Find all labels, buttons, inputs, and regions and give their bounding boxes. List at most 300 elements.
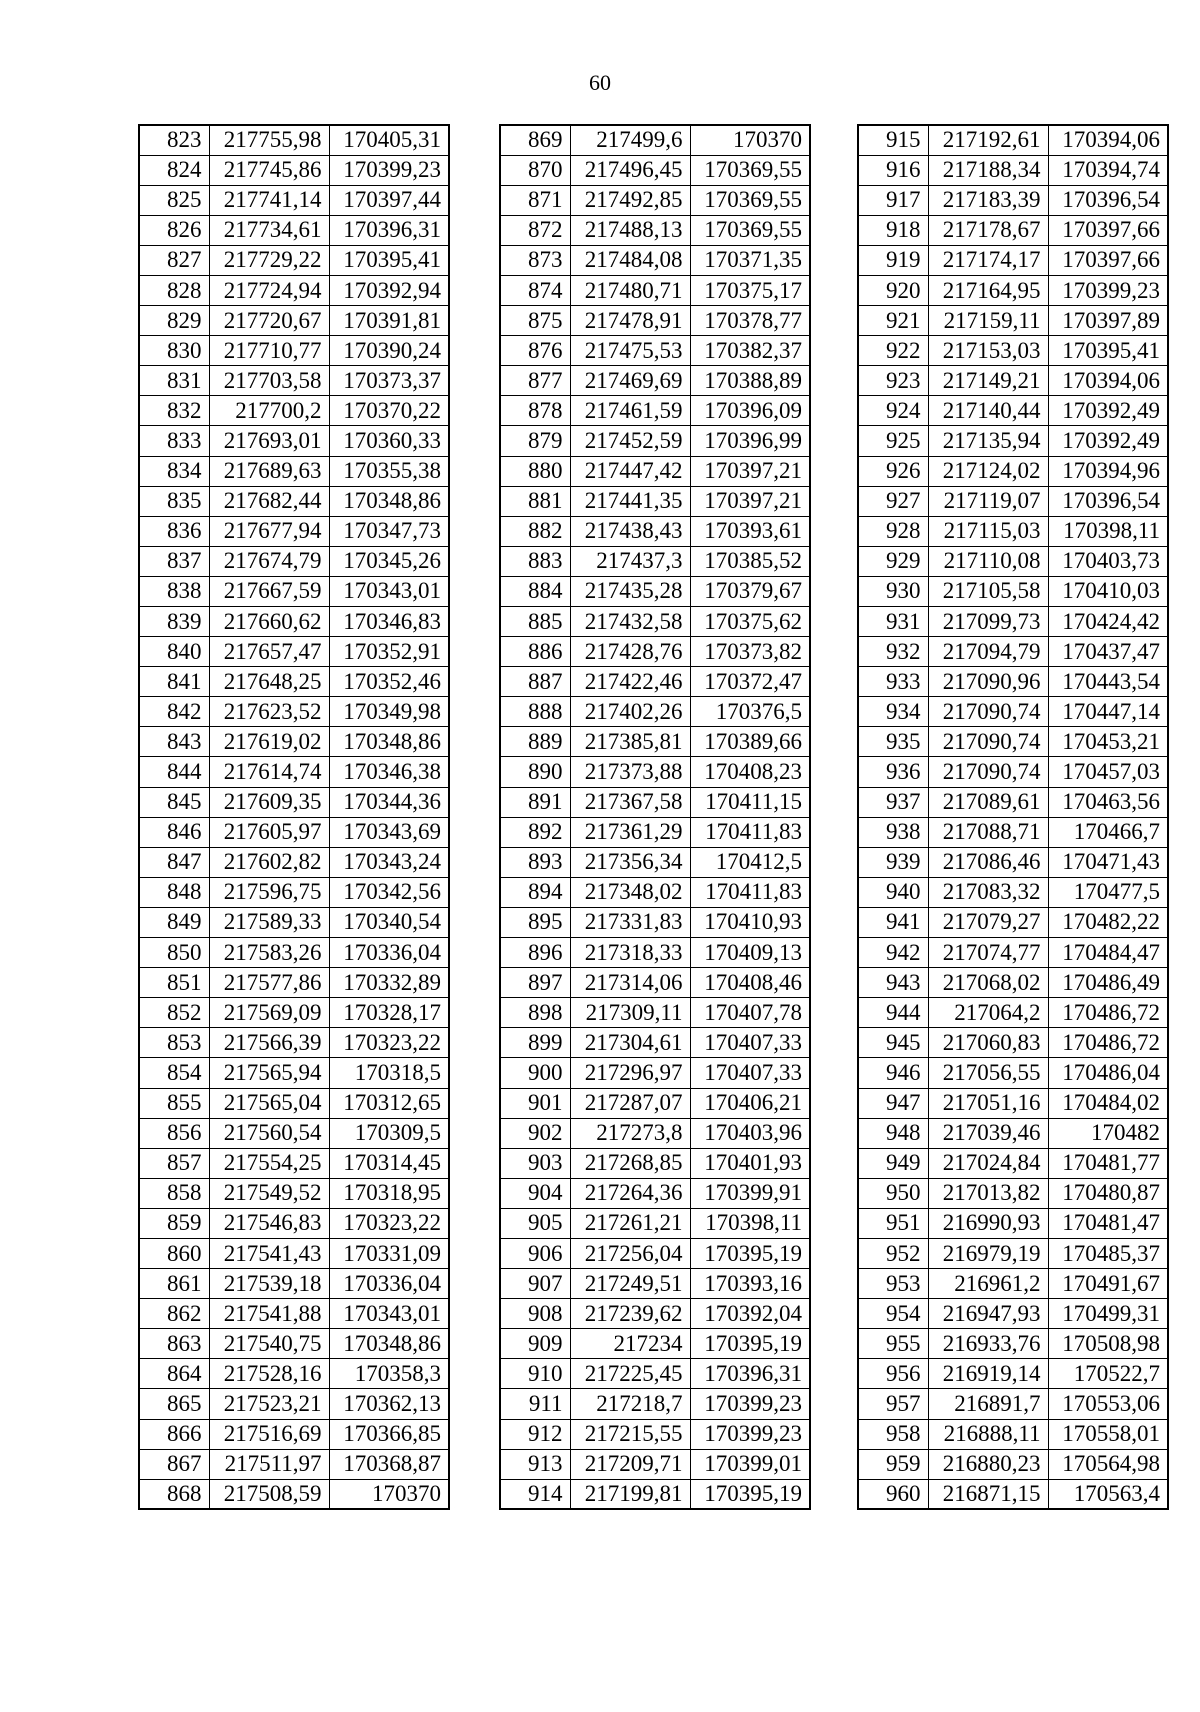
x-coordinate-cell: 217090,96 [928,667,1048,697]
table-row [858,727,1168,757]
y-coordinate-cell: 170395,41 [329,245,449,275]
x-coordinate-cell: 217268,85 [570,1148,690,1178]
x-coordinate-cell: 217693,01 [209,426,329,456]
x-coordinate-cell: 217159,11 [928,306,1048,336]
point-number-cell: 833 [139,426,209,456]
x-coordinate-cell: 217516,69 [209,1419,329,1449]
table-row [500,426,810,456]
y-coordinate-cell: 170398,11 [1048,516,1168,546]
y-coordinate-cell: 170358,3 [329,1359,449,1389]
point-number-cell: 924 [858,396,928,426]
point-number-cell: 885 [500,607,570,637]
y-coordinate-cell: 170408,46 [690,968,810,998]
table-row [858,1389,1168,1419]
x-coordinate-cell: 217090,74 [928,757,1048,787]
table-row [139,938,449,968]
y-coordinate-cell: 170406,21 [690,1088,810,1118]
x-coordinate-cell: 217024,84 [928,1148,1048,1178]
table-row [139,1208,449,1238]
y-coordinate-cell: 170314,45 [329,1148,449,1178]
table-row [858,1118,1168,1148]
x-coordinate-cell: 217619,02 [209,727,329,757]
x-coordinate-cell: 217435,28 [570,576,690,606]
x-coordinate-cell: 217660,62 [209,607,329,637]
point-number-cell: 835 [139,486,209,516]
y-coordinate-cell: 170437,47 [1048,637,1168,667]
table-row [858,757,1168,787]
x-coordinate-cell: 217724,94 [209,275,329,305]
y-coordinate-cell: 170391,81 [329,306,449,336]
table-row [139,667,449,697]
table-row [858,546,1168,576]
x-coordinate-cell: 217605,97 [209,817,329,847]
table-row [500,366,810,396]
y-coordinate-cell: 170486,04 [1048,1058,1168,1088]
point-number-cell: 874 [500,275,570,305]
x-coordinate-cell: 217569,09 [209,998,329,1028]
point-number-cell: 915 [858,125,928,155]
table-row [139,1449,449,1479]
x-coordinate-cell: 217115,03 [928,516,1048,546]
table-row [500,275,810,305]
y-coordinate-cell: 170349,98 [329,697,449,727]
table-row [858,938,1168,968]
y-coordinate-cell: 170399,23 [690,1389,810,1419]
table-row [500,1479,810,1509]
x-coordinate-cell: 216871,15 [928,1479,1048,1509]
y-coordinate-cell: 170396,09 [690,396,810,426]
y-coordinate-cell: 170323,22 [329,1028,449,1058]
point-number-cell: 843 [139,727,209,757]
y-coordinate-cell: 170347,73 [329,516,449,546]
x-coordinate-cell: 217452,59 [570,426,690,456]
point-number-cell: 916 [858,155,928,185]
x-coordinate-cell: 217539,18 [209,1269,329,1299]
table-row [500,1299,810,1329]
table-row [139,396,449,426]
table-row [858,1359,1168,1389]
table-row [139,817,449,847]
y-coordinate-cell: 170486,49 [1048,968,1168,998]
y-coordinate-cell: 170485,37 [1048,1238,1168,1268]
point-number-cell: 898 [500,998,570,1028]
table-row [139,366,449,396]
point-number-cell: 878 [500,396,570,426]
x-coordinate-cell: 217060,83 [928,1028,1048,1058]
point-number-cell: 905 [500,1208,570,1238]
point-number-cell: 960 [858,1479,928,1509]
x-coordinate-cell: 217153,03 [928,336,1048,366]
point-number-cell: 849 [139,907,209,937]
point-number-cell: 867 [139,1449,209,1479]
y-coordinate-cell: 170396,31 [690,1359,810,1389]
point-number-cell: 847 [139,847,209,877]
x-coordinate-cell: 217734,61 [209,215,329,245]
table-row [139,155,449,185]
x-coordinate-cell: 217432,58 [570,607,690,637]
x-coordinate-cell: 217090,74 [928,697,1048,727]
table-row [500,817,810,847]
x-coordinate-cell: 217745,86 [209,155,329,185]
table-row [500,215,810,245]
x-coordinate-cell: 217079,27 [928,907,1048,937]
y-coordinate-cell: 170360,33 [329,426,449,456]
table-row [500,607,810,637]
y-coordinate-cell: 170484,47 [1048,938,1168,968]
table-row [500,1329,810,1359]
x-coordinate-cell: 217083,32 [928,877,1048,907]
point-number-cell: 844 [139,757,209,787]
point-number-cell: 862 [139,1299,209,1329]
table-row [858,1299,1168,1329]
point-number-cell: 823 [139,125,209,155]
y-coordinate-cell: 170407,33 [690,1028,810,1058]
table-row [139,907,449,937]
x-coordinate-cell: 217385,81 [570,727,690,757]
table-row [139,1028,449,1058]
table-row [139,546,449,576]
point-number-cell: 949 [858,1148,928,1178]
x-coordinate-cell: 217192,61 [928,125,1048,155]
table-row [139,306,449,336]
point-number-cell: 903 [500,1148,570,1178]
table-row [139,1178,449,1208]
point-number-cell: 853 [139,1028,209,1058]
point-number-cell: 850 [139,938,209,968]
point-number-cell: 896 [500,938,570,968]
point-number-cell: 851 [139,968,209,998]
table-row [858,426,1168,456]
point-number-cell: 855 [139,1088,209,1118]
y-coordinate-cell: 170331,09 [329,1238,449,1268]
y-coordinate-cell: 170392,04 [690,1299,810,1329]
y-coordinate-cell: 170453,21 [1048,727,1168,757]
point-number-cell: 859 [139,1208,209,1238]
x-coordinate-cell: 217614,74 [209,757,329,787]
point-number-cell: 925 [858,426,928,456]
point-number-cell: 929 [858,546,928,576]
table-row [858,275,1168,305]
x-coordinate-cell: 217720,67 [209,306,329,336]
y-coordinate-cell: 170373,37 [329,366,449,396]
point-number-cell: 909 [500,1329,570,1359]
table-row [858,155,1168,185]
point-number-cell: 942 [858,938,928,968]
y-coordinate-cell: 170463,56 [1048,787,1168,817]
point-number-cell: 944 [858,998,928,1028]
x-coordinate-cell: 217314,06 [570,968,690,998]
table-row [858,306,1168,336]
table-row [500,1419,810,1449]
table-row [139,275,449,305]
y-coordinate-cell: 170389,66 [690,727,810,757]
x-coordinate-cell: 217755,98 [209,125,329,155]
point-number-cell: 934 [858,697,928,727]
y-coordinate-cell: 170336,04 [329,938,449,968]
y-coordinate-cell: 170375,62 [690,607,810,637]
table-row [858,877,1168,907]
table-row [139,1088,449,1118]
x-coordinate-cell: 217589,33 [209,907,329,937]
x-coordinate-cell: 217110,08 [928,546,1048,576]
x-coordinate-cell: 217090,74 [928,727,1048,757]
table-row [139,516,449,546]
point-number-cell: 860 [139,1238,209,1268]
table-row [500,486,810,516]
table-row [139,998,449,1028]
x-coordinate-cell: 216888,11 [928,1419,1048,1449]
point-number-cell: 911 [500,1389,570,1419]
y-coordinate-cell: 170392,94 [329,275,449,305]
x-coordinate-cell: 217478,91 [570,306,690,336]
y-coordinate-cell: 170370 [690,125,810,155]
point-number-cell: 946 [858,1058,928,1088]
point-number-cell: 825 [139,185,209,215]
point-number-cell: 831 [139,366,209,396]
point-number-cell: 901 [500,1088,570,1118]
x-coordinate-cell: 217056,55 [928,1058,1048,1088]
y-coordinate-cell: 170346,38 [329,757,449,787]
x-coordinate-cell: 217074,77 [928,938,1048,968]
point-number-cell: 856 [139,1118,209,1148]
table-row [139,426,449,456]
point-number-cell: 824 [139,155,209,185]
y-coordinate-cell: 170508,98 [1048,1329,1168,1359]
x-coordinate-cell: 217609,35 [209,787,329,817]
table-row [139,1419,449,1449]
y-coordinate-cell: 170399,23 [1048,275,1168,305]
y-coordinate-cell: 170395,41 [1048,336,1168,366]
x-coordinate-cell: 217119,07 [928,486,1048,516]
table-row [139,877,449,907]
y-coordinate-cell: 170385,52 [690,546,810,576]
x-coordinate-cell: 217356,34 [570,847,690,877]
table-row [500,125,810,155]
y-coordinate-cell: 170396,54 [1048,185,1168,215]
y-coordinate-cell: 170345,26 [329,546,449,576]
point-number-cell: 880 [500,456,570,486]
y-coordinate-cell: 170399,23 [329,155,449,185]
y-coordinate-cell: 170348,86 [329,1329,449,1359]
point-number-cell: 846 [139,817,209,847]
x-coordinate-cell: 217373,88 [570,757,690,787]
y-coordinate-cell: 170369,55 [690,155,810,185]
y-coordinate-cell: 170328,17 [329,998,449,1028]
x-coordinate-cell: 217013,82 [928,1178,1048,1208]
point-number-cell: 876 [500,336,570,366]
y-coordinate-cell: 170481,77 [1048,1148,1168,1178]
x-coordinate-cell: 217249,51 [570,1269,690,1299]
y-coordinate-cell: 170379,67 [690,576,810,606]
y-coordinate-cell: 170344,36 [329,787,449,817]
x-coordinate-cell: 217086,46 [928,847,1048,877]
table-row [139,576,449,606]
point-number-cell: 826 [139,215,209,245]
x-coordinate-cell: 217546,83 [209,1208,329,1238]
point-number-cell: 830 [139,336,209,366]
point-number-cell: 945 [858,1028,928,1058]
point-number-cell: 913 [500,1449,570,1479]
table-row [500,516,810,546]
table-row [858,125,1168,155]
y-coordinate-cell: 170403,73 [1048,546,1168,576]
point-number-cell: 836 [139,516,209,546]
x-coordinate-cell: 217623,52 [209,697,329,727]
x-coordinate-cell: 217064,2 [928,998,1048,1028]
point-number-cell: 881 [500,486,570,516]
table-row [500,456,810,486]
x-coordinate-cell: 217441,35 [570,486,690,516]
y-coordinate-cell: 170412,5 [690,847,810,877]
point-number-cell: 948 [858,1118,928,1148]
point-number-cell: 838 [139,576,209,606]
point-number-cell: 866 [139,1419,209,1449]
y-coordinate-cell: 170408,23 [690,757,810,787]
table-row [139,607,449,637]
y-coordinate-cell: 170378,77 [690,306,810,336]
x-coordinate-cell: 217367,58 [570,787,690,817]
y-coordinate-cell: 170553,06 [1048,1389,1168,1419]
x-coordinate-cell: 217068,02 [928,968,1048,998]
table-row [139,1479,449,1509]
table-row [500,185,810,215]
point-number-cell: 854 [139,1058,209,1088]
y-coordinate-cell: 170392,49 [1048,396,1168,426]
coordinates-table-1 [138,124,450,1510]
point-number-cell: 950 [858,1178,928,1208]
y-coordinate-cell: 170486,72 [1048,998,1168,1028]
x-coordinate-cell: 217124,02 [928,456,1048,486]
x-coordinate-cell: 217225,45 [570,1359,690,1389]
x-coordinate-cell: 217348,02 [570,877,690,907]
x-coordinate-cell: 217099,73 [928,607,1048,637]
table-row [858,847,1168,877]
point-number-cell: 852 [139,998,209,1028]
x-coordinate-cell: 217428,76 [570,637,690,667]
table-row [858,336,1168,366]
x-coordinate-cell: 217447,42 [570,456,690,486]
table-row [139,125,449,155]
point-number-cell: 873 [500,245,570,275]
y-coordinate-cell: 170401,93 [690,1148,810,1178]
table-row [858,185,1168,215]
x-coordinate-cell: 217577,86 [209,968,329,998]
y-coordinate-cell: 170457,03 [1048,757,1168,787]
table-row [858,817,1168,847]
table-row [500,1208,810,1238]
point-number-cell: 842 [139,697,209,727]
table-row [858,1148,1168,1178]
point-number-cell: 845 [139,787,209,817]
x-coordinate-cell: 217528,16 [209,1359,329,1389]
x-coordinate-cell: 216979,19 [928,1238,1048,1268]
table-row [139,727,449,757]
point-number-cell: 883 [500,546,570,576]
point-number-cell: 952 [858,1238,928,1268]
table-row [500,306,810,336]
point-number-cell: 877 [500,366,570,396]
x-coordinate-cell: 217566,39 [209,1028,329,1058]
table-row [139,1058,449,1088]
y-coordinate-cell: 170382,37 [690,336,810,366]
y-coordinate-cell: 170499,31 [1048,1299,1168,1329]
y-coordinate-cell: 170388,89 [690,366,810,396]
y-coordinate-cell: 170318,95 [329,1178,449,1208]
y-coordinate-cell: 170405,31 [329,125,449,155]
point-number-cell: 910 [500,1359,570,1389]
x-coordinate-cell: 217565,94 [209,1058,329,1088]
x-coordinate-cell: 217560,54 [209,1118,329,1148]
y-coordinate-cell: 170395,19 [690,1479,810,1509]
y-coordinate-cell: 170399,23 [690,1419,810,1449]
table-row [500,1449,810,1479]
point-number-cell: 840 [139,637,209,667]
y-coordinate-cell: 170394,96 [1048,456,1168,486]
y-coordinate-cell: 170373,82 [690,637,810,667]
x-coordinate-cell: 217710,77 [209,336,329,366]
table-row [858,576,1168,606]
table-row [858,968,1168,998]
y-coordinate-cell: 170346,83 [329,607,449,637]
y-coordinate-cell: 170366,85 [329,1419,449,1449]
table-row [858,907,1168,937]
point-number-cell: 884 [500,576,570,606]
y-coordinate-cell: 170484,02 [1048,1088,1168,1118]
point-number-cell: 848 [139,877,209,907]
x-coordinate-cell: 217700,2 [209,396,329,426]
y-coordinate-cell: 170352,91 [329,637,449,667]
y-coordinate-cell: 170394,06 [1048,366,1168,396]
table-row [858,1269,1168,1299]
x-coordinate-cell: 217741,14 [209,185,329,215]
y-coordinate-cell: 170309,5 [329,1118,449,1148]
point-number-cell: 832 [139,396,209,426]
y-coordinate-cell: 170411,83 [690,877,810,907]
x-coordinate-cell: 217648,25 [209,667,329,697]
point-number-cell: 907 [500,1269,570,1299]
y-coordinate-cell: 170564,98 [1048,1449,1168,1479]
coordinates-table-3 [857,124,1169,1510]
point-number-cell: 889 [500,727,570,757]
point-number-cell: 938 [858,817,928,847]
x-coordinate-cell: 217149,21 [928,366,1048,396]
y-coordinate-cell: 170369,55 [690,185,810,215]
x-coordinate-cell: 216933,76 [928,1329,1048,1359]
point-number-cell: 954 [858,1299,928,1329]
y-coordinate-cell: 170393,16 [690,1269,810,1299]
y-coordinate-cell: 170397,44 [329,185,449,215]
y-coordinate-cell: 170348,86 [329,727,449,757]
x-coordinate-cell: 217565,04 [209,1088,329,1118]
y-coordinate-cell: 170343,69 [329,817,449,847]
table-row [858,1238,1168,1268]
y-coordinate-cell: 170332,89 [329,968,449,998]
y-coordinate-cell: 170424,42 [1048,607,1168,637]
point-number-cell: 928 [858,516,928,546]
x-coordinate-cell: 217051,16 [928,1088,1048,1118]
table-row [858,366,1168,396]
y-coordinate-cell: 170522,7 [1048,1359,1168,1389]
table-row [500,1088,810,1118]
x-coordinate-cell: 217164,95 [928,275,1048,305]
x-coordinate-cell: 217541,43 [209,1238,329,1268]
table-row [139,697,449,727]
point-number-cell: 882 [500,516,570,546]
x-coordinate-cell: 217496,45 [570,155,690,185]
table-row [858,998,1168,1028]
x-coordinate-cell: 217264,36 [570,1178,690,1208]
x-coordinate-cell: 217674,79 [209,546,329,576]
